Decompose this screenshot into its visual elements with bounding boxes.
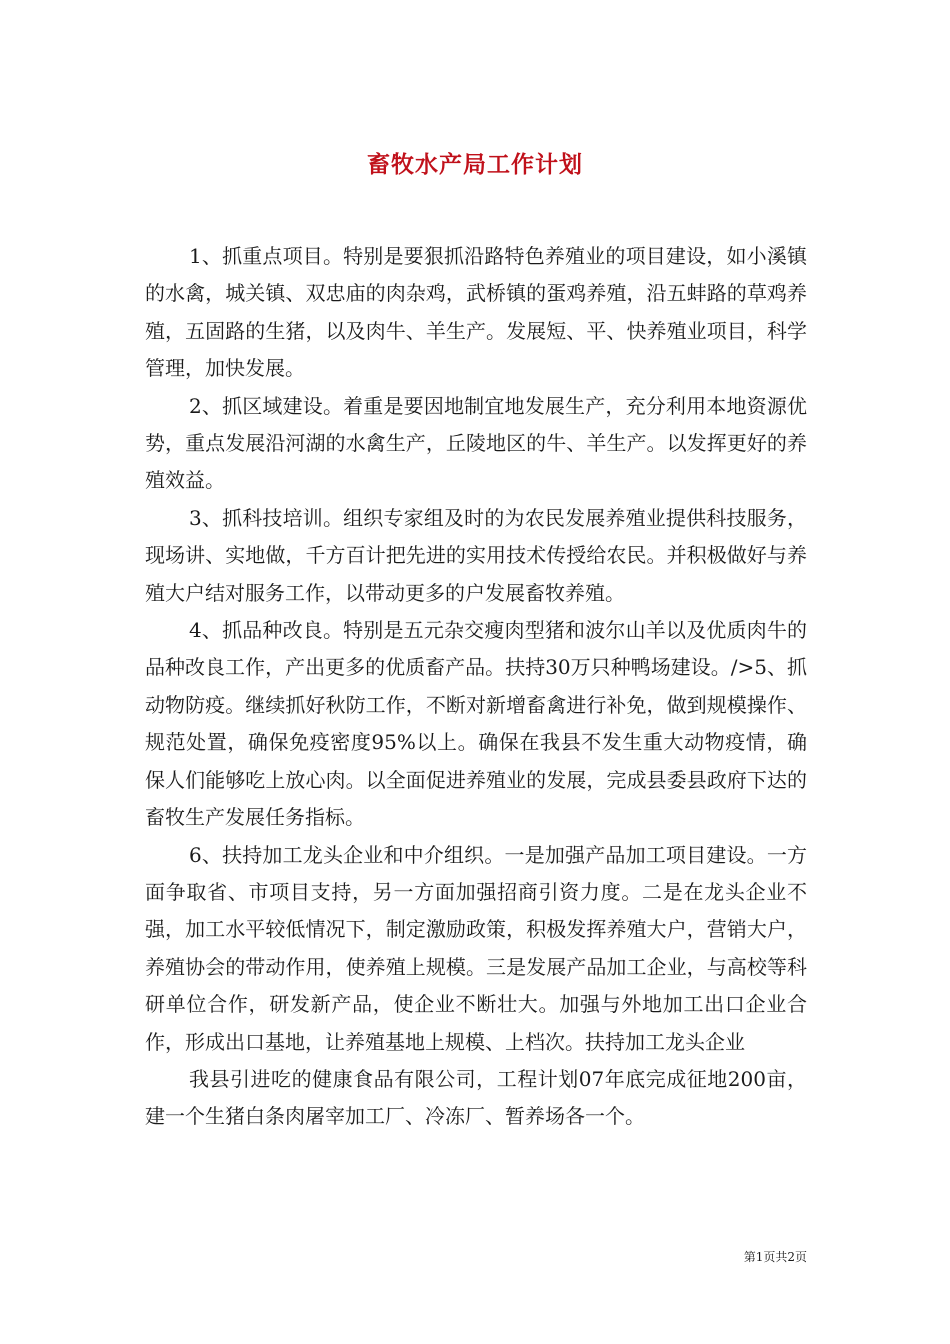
paragraph-3: 3、抓科技培训。组织专家组及时的为农民发展养殖业提供科技服务，现场讲、实地做，千方百计把先进的实用技术传授给农民。并积极做好与养殖大户结对服务工作，以带动更多的户发展畜牧养殖。 <box>145 505 807 605</box>
paragraph-4: 4、抓品种改良。特别是五元杂交瘦肉型猪和波尔山羊以及优质肉牛的品种改良工作，产出更多的优质畜产品。扶持30万只种鸭场建设。/>5、抓动物防疫。继续抓好秋防工作，不断对新增畜禽进行补免，做到规模操作、规范处置，确保免疫密度95%以上。确保在我县不发生重大动物疫情，确保人们能够吃上放心肉。以全面促进养殖业的发展，完成县委县政府下达的畜牧生产发展任务指标。 <box>145 618 807 830</box>
document-title: 畜牧水产局工作计划 <box>367 151 583 179</box>
document-body <box>145 238 807 1136</box>
paragraph-2: 2、抓区域建设。着重是要因地制宜地发展生产，充分利用本地资源优势，重点发展沿河湖的水禽生产，丘陵地区的牛、羊生产。以发挥更好的养殖效益。 <box>145 393 807 493</box>
paragraph-1: 1、抓重点项目。特别是要狠抓沿路特色养殖业的项目建设，如小溪镇的水禽，城关镇、双忠庙的肉杂鸡，武桥镇的蛋鸡养殖，沿五蚌路的草鸡养殖，五固路的生猪，以及肉牛、羊生产。发展短、平、快养殖业项目，科学管理，加快发展。 <box>145 244 807 381</box>
paragraph-6: 6、扶持加工龙头企业和中介组织。一是加强产品加工项目建设。一方面争取省、市项目支持，另一方面加强招商引资力度。二是在龙头企业不强，加工水平较低情况下，制定激励政策，积极发挥养殖大户，营销大户，养殖协会的带动作用，使养殖上规模。三是发展产品加工企业，与高校等科研单位合作，研发新产品，使企业不断壮大。加强与外地加工出口企业合作，形成出口基地，让养殖基地上规模、上档次。扶持加工龙头企业 <box>145 842 807 1054</box>
paragraph-7: 我县引进吃的健康食品有限公司，工程计划07年底完成征地200亩，建一个生猪白条肉屠宰加工厂、冷冻厂、暂养场各一个。 <box>145 1066 807 1129</box>
page-number: 第1页共2页 <box>743 1250 807 1264</box>
